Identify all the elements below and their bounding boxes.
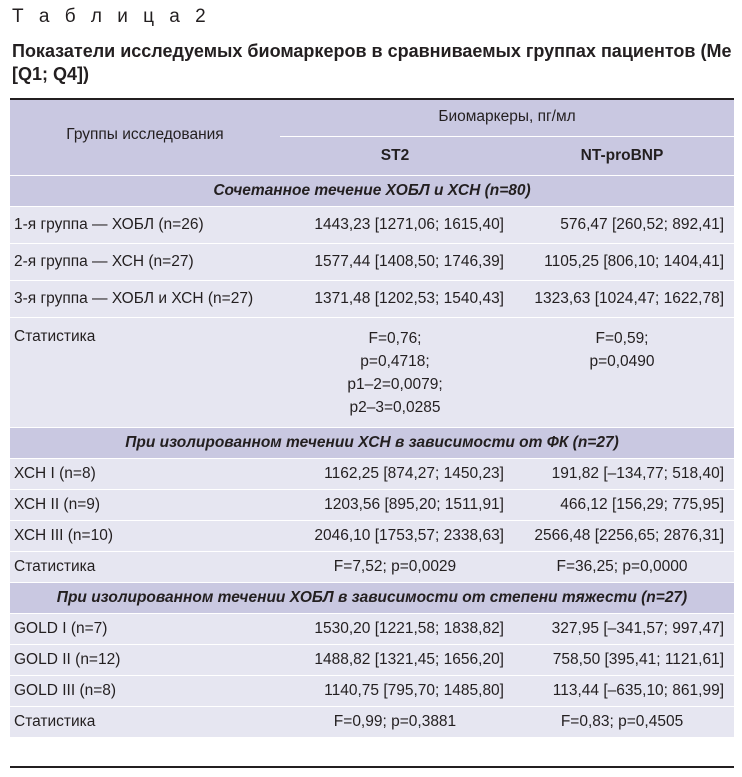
ntprobnp-statistics: F=0,83; p=0,4505 — [510, 707, 734, 738]
ntprobnp-cell: 466,12 [156,29; 775,95] — [510, 490, 734, 521]
ntprobnp-cell: 2566,48 [2256,65; 2876,31] — [510, 521, 734, 552]
stat-line: p2–3=0,0285 — [349, 399, 441, 416]
header-ntprobnp: NT-proBNP — [580, 147, 664, 164]
ntprobnp-cell: 1323,63 [1024,47; 1622,78] — [510, 281, 734, 318]
table-bottom-rule — [10, 766, 734, 768]
table-row — [10, 207, 734, 244]
section-title: При изолированном течении ХОБЛ в зависимости от степени тяжести (n=27) — [10, 583, 734, 614]
table-row — [10, 521, 734, 552]
group-cell: ХСН II (n=9) — [10, 490, 280, 521]
stat-line: F=0,76; — [368, 330, 422, 347]
table-row — [10, 645, 734, 676]
st2-statistics: F=0,99; p=0,3881 — [280, 707, 510, 738]
st2-cell: 1203,56 [895,20; 1511,91] — [280, 490, 510, 521]
statistics-row — [10, 318, 734, 428]
table-row — [10, 490, 734, 521]
statistics-label: Статистика — [10, 318, 280, 428]
group-cell: ХСН I (n=8) — [10, 459, 280, 490]
table-row — [10, 281, 734, 318]
ntprobnp-cell: 576,47 [260,52; 892,41] — [510, 207, 734, 244]
st2-cell: 1530,20 [1221,58; 1838,82] — [280, 614, 510, 645]
st2-cell: 1488,82 [1321,45; 1656,20] — [280, 645, 510, 676]
stat-line: p=0,4718; — [360, 353, 430, 370]
table-row — [10, 244, 734, 281]
ntprobnp-cell: 327,95 [–341,57; 997,47] — [510, 614, 734, 645]
st2-cell: 1371,48 [1202,53; 1540,43] — [280, 281, 510, 318]
group-cell: 1-я группа — ХОБЛ (n=26) — [10, 207, 280, 244]
table-row — [10, 676, 734, 707]
st2-statistics — [280, 318, 510, 428]
ntprobnp-cell: 191,82 [–134,77; 518,40] — [510, 459, 734, 490]
ntprobnp-statistics — [510, 318, 734, 428]
table-number: Т а б л и ц а 2 — [12, 6, 211, 27]
table-top-rule — [10, 98, 734, 100]
header-groups: Группы исследования — [66, 125, 224, 143]
group-cell: 2-я группа — ХСН (n=27) — [10, 244, 280, 281]
st2-statistics: F=7,52; p=0,0029 — [280, 552, 510, 583]
st2-cell: 1577,44 [1408,50; 1746,39] — [280, 244, 510, 281]
statistics-label: Статистика — [10, 707, 280, 738]
ntprobnp-cell: 1105,25 [806,10; 1404,41] — [510, 244, 734, 281]
group-cell: GOLD III (n=8) — [10, 676, 280, 707]
statistics-label: Статистика — [10, 552, 280, 583]
group-cell: ХСН III (n=10) — [10, 521, 280, 552]
table-row — [10, 614, 734, 645]
table-title: Показатели исследуемых биомаркеров в сравниваемых группах пациентов (Me [Q1; Q4]) — [12, 41, 732, 84]
st2-cell: 2046,10 [1753,57; 2338,63] — [280, 521, 510, 552]
stat-line: F=0,59; — [595, 330, 649, 347]
statistics-row — [10, 552, 734, 583]
st2-cell: 1162,25 [874,27; 1450,23] — [280, 459, 510, 490]
group-cell: GOLD I (n=7) — [10, 614, 280, 645]
st2-cell: 1140,75 [795,70; 1485,80] — [280, 676, 510, 707]
stat-line: p1–2=0,0079; — [347, 376, 443, 393]
st2-cell: 1443,23 [1271,06; 1615,40] — [280, 207, 510, 244]
group-cell: 3-я группа — ХОБЛ и ХСН (n=27) — [10, 281, 280, 318]
section-header — [10, 428, 734, 459]
header-st2: ST2 — [380, 147, 410, 164]
group-cell: GOLD II (n=12) — [10, 645, 280, 676]
ntprobnp-cell: 113,44 [–635,10; 861,99] — [510, 676, 734, 707]
section-header — [10, 176, 734, 207]
ntprobnp-cell: 758,50 [395,41; 1121,61] — [510, 645, 734, 676]
section-title: При изолированном течении ХСН в зависимости от ФК (n=27) — [10, 428, 734, 459]
ntprobnp-statistics: F=36,25; p=0,0000 — [510, 552, 734, 583]
statistics-row — [10, 707, 734, 738]
table-row — [10, 459, 734, 490]
biomarkers-table — [10, 98, 734, 737]
header-biomarkers: Биомаркеры, пг/мл — [280, 98, 734, 137]
section-title: Сочетанное течение ХОБЛ и ХСН (n=80) — [10, 176, 734, 207]
stat-line: p=0,0490 — [589, 353, 655, 370]
section-header — [10, 583, 734, 614]
